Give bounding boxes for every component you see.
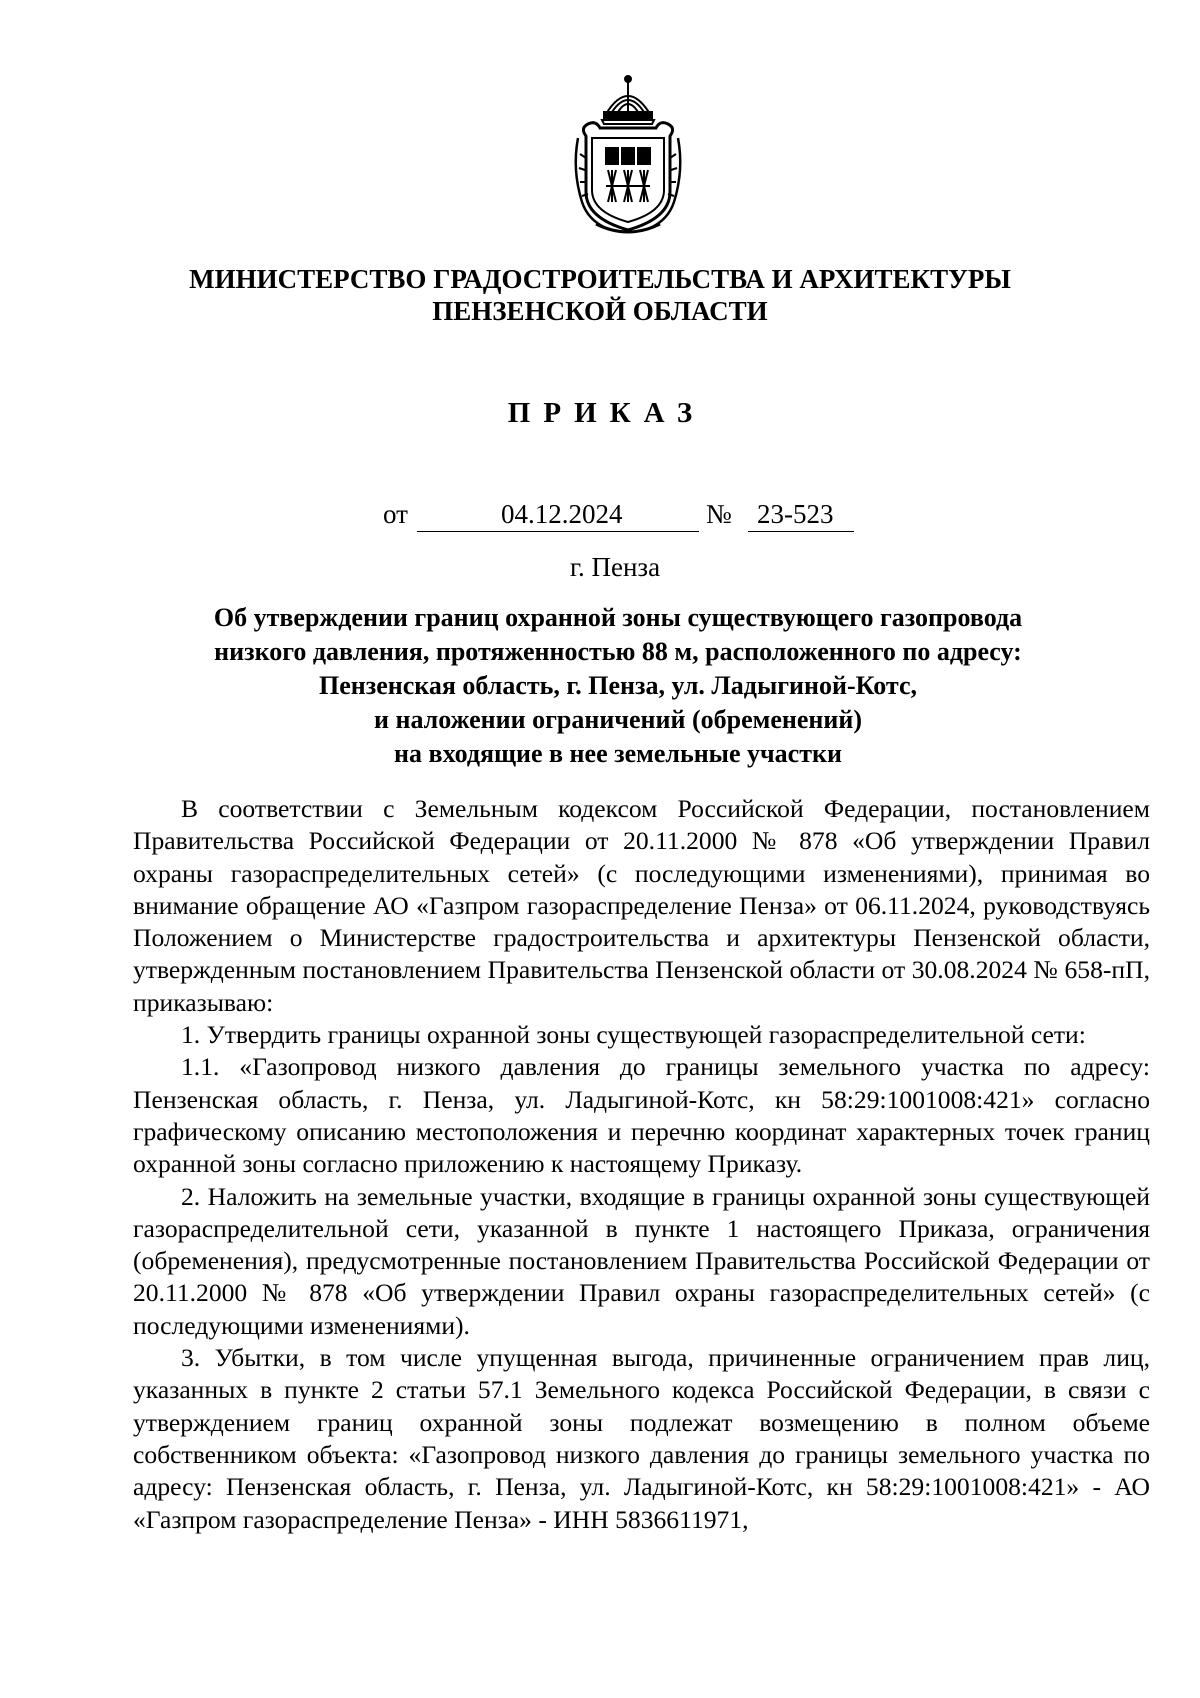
subject-line2: низкого давления, протяженностью 88 м, расположенного по адресу: [214, 637, 1022, 666]
coat-of-arms-emblem [566, 74, 690, 236]
order-subject [0, 601, 1200, 771]
body-paragraph-item-3: 3. Убытки, в том числе упущенная выгода, причиненные ограничением прав лиц, указанных в пункте 2 статьи 57.1 Земельного кодекса Российской Федерации, в связи с утверждением границ охранной зоны подлежат возмещению в полном объеме собственником объекта: «Газопровод низкого давления до границы земельного участка по адресу: Пензенская область, г. Пенза, ул. Ладыгиной-Котс, кн 58:29:1001008:421» - АО «Газпром газораспределение Пенза» - ИНН 5836611971, [133, 1343, 1150, 1534]
subject-line5: на входящие в нее земельные участки [394, 739, 842, 768]
ministry-name-line2: ПЕНЗЕНСКОЙ ОБЛАСТИ [432, 296, 768, 326]
ministry-name [0, 263, 1200, 327]
number-underline [748, 531, 854, 532]
order-date: 04.12.2024 [501, 499, 623, 529]
subject-line3: Пензенская область, г. Пенза, ул. Ладыгиной-Котс, [319, 671, 917, 700]
date-prefix: от [383, 499, 408, 529]
order-body [133, 793, 1150, 1536]
body-paragraph-item-2: 2. Наложить на земельные участки, входящие в границы охранной зоны существующей газораспределительной сети, указанной в пункте 1 настоящего Приказа, ограничения (обременения), предусмотренные постановлением Правительства Российской Федерации от 20.11.2000 № 878 «Об утверждении Правил охраны газораспределительных сетей» (с последующими изменениями). [133, 1181, 1150, 1340]
body-paragraph-item-1-1: 1.1. «Газопровод низкого давления до границы земельного участка по адресу: Пензенская область, г. Пенза, ул. Ладыгиной-Котс, кн 58:29:1001008:421» согласно графическому описанию местоположения и перечню координат характерных точек границ охранной зоны согласно приложению к настоящему Приказу. [133, 1052, 1150, 1179]
order-city: г. Пенза [569, 552, 661, 582]
order-number: 23-523 [757, 499, 834, 529]
ministry-name-line1: МИНИСТЕРСТВО ГРАДОСТРОИТЕЛЬСТВА И АРХИТЕКТУРЫ [189, 264, 1011, 294]
subject-line1: Об утверждении границ охранной зоны существующего газопровода [213, 603, 1023, 632]
subject-line4: и наложении ограничений (обременений) [373, 705, 863, 734]
date-underline [417, 531, 699, 532]
body-paragraph-preamble: В соответствии с Земельным кодексом Российской Федерации, постановлением Правительства Российской Федерации от 20.11.2000 № 878 «Об утверждении Правил охраны газораспределительных сетей» (с последующими изменениями), принимая во внимание обращение АО «Газпром газораспределение Пенза» от 06.11.2024, руководствуясь Положением о Министерстве градостроительства и архитектуры Пензенской области, утвержденным постановлением Правительства Пензенской области от 30.08.2024 № 658-пП, приказываю: [133, 794, 1150, 1017]
number-sign: № [706, 499, 732, 529]
body-paragraph-item-1: 1. Утвердить границы охранной зоны существующей газораспределительной сети: [181, 1020, 1086, 1050]
order-date-number-line [0, 499, 1200, 539]
order-title: ПРИКАЗ [507, 397, 706, 429]
